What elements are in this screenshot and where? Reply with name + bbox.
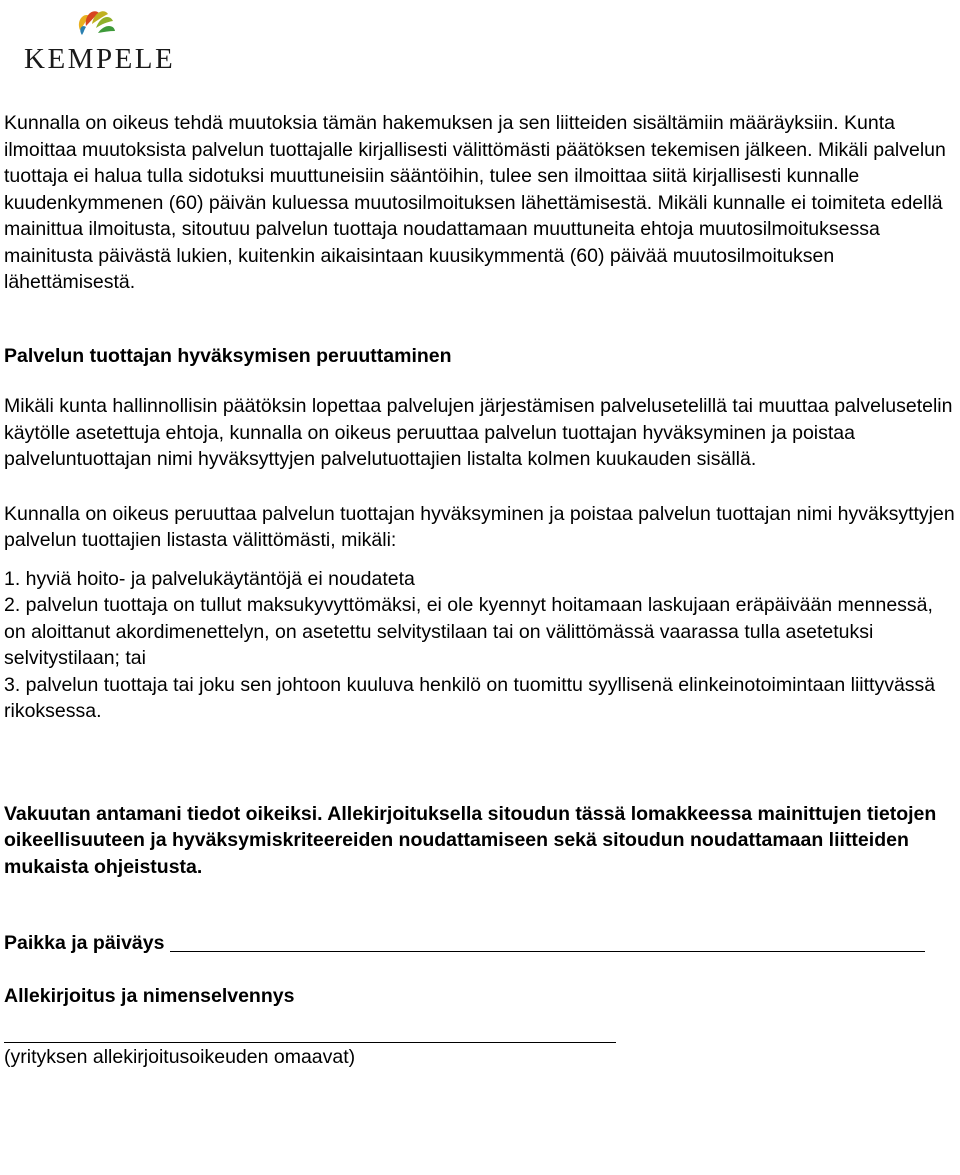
kempele-logo-mark	[18, 6, 168, 46]
signature-input-line[interactable]	[4, 1042, 616, 1043]
logo-leaf-5	[98, 26, 115, 33]
paragraph-revocation-immediate: Kunnalla on oikeus peruuttaa palvelun tuottajan hyväksyminen ja poistaa palvelun tuottajan nimi hyväksyttyjen palvelun tuottajien listasta välittömästi, mikäli:	[4, 502, 955, 551]
list-item: 3. palvelun tuottaja tai joku sen johtoon kuuluva henkilö on tuomittu syyllisenä elinkeinotoimintaan liittyvässä rikoksessa.	[4, 673, 936, 722]
place-date-field	[4, 930, 960, 957]
declaration-statement: Vakuutan antamani tiedot oikeiksi. Allekirjoituksella sitoudun tässä lomakkeessa mainittujen tietojen oikeellisuuteen ja hyväksymiskriteereiden noudattamiseen sekä sitoudun noudattamaan liitteiden mukaista ohjeistusta.	[4, 802, 937, 878]
place-date-input-line[interactable]	[170, 933, 925, 952]
list-item: 1. hyviä hoito- ja palvelukäytäntöjä ei noudateta	[4, 567, 415, 590]
paragraph-amendments: Kunnalla on oikeus tehdä muutoksia tämän hakemuksen ja sen liitteiden sisältämiin määräyksiin. Kunta ilmoittaa muutoksista palvelun tuottajalle kirjallisesti välittömästi päätöksen tekemisen jälkeen. Mikäli palvelun tuottaja ei halua tulla sidotuksi muuttuneisiin sääntöihin, tulee sen ilmoittaa siitä kirjallisesti kunnalle kuudenkymmenen (60) päivän kuluessa muutosilmoituksen lähettämisestä. Mikäli kunnalle ei toimiteta edellä mainittua ilmoitusta, sitoutuu palvelun tuottaja noudattamaan muuttuneita ehtoja muutosilmoituksessa mainitusta päivästä lukien, kuitenkin aikaisintaan kuusikymmentä (60) päivää muutosilmoituksen lähettämisestä.	[4, 112, 946, 293]
kempele-logo	[18, 6, 176, 75]
document-body	[4, 110, 960, 1071]
signature-note: (yrityksen allekirjoitusoikeuden omaavat)	[4, 1046, 356, 1068]
section-heading: Palvelun tuottajan hyväksymisen peruuttaminen	[4, 344, 452, 367]
revocation-conditions-list	[4, 566, 960, 725]
logo-text: KEMPELE	[24, 43, 176, 75]
signature-label: Allekirjoitus ja nimenselvennys	[4, 984, 295, 1007]
logo-leaf-6	[80, 26, 86, 35]
paragraph-revocation-administrative: Mikäli kunta hallinnollisin päätöksin lopettaa palvelujen järjestämisen palvelusetelillä tai muuttaa palvelusetelin käytölle asetettuja ehtoja, kunnalla on oikeus peruuttaa palvelun tuottajan hyväksyminen ja poistaa palveluntuottajan nimi hyväksyttyjen palvelutuottajien listalta kolmen kuukauden sisällä.	[4, 395, 953, 470]
list-item: 2. palvelun tuottaja on tullut maksukyvyttömäksi, ei ole kyennyt hoitamaan laskujaan eräpäivään mennessä, on aloittanut akordimenettelyn, on asetettu selvitystilaan tai on välittömässä vaarassa tulla asetetuksi selvitystilaan; tai	[4, 594, 933, 669]
place-date-label: Paikka ja päiväys	[4, 932, 165, 954]
